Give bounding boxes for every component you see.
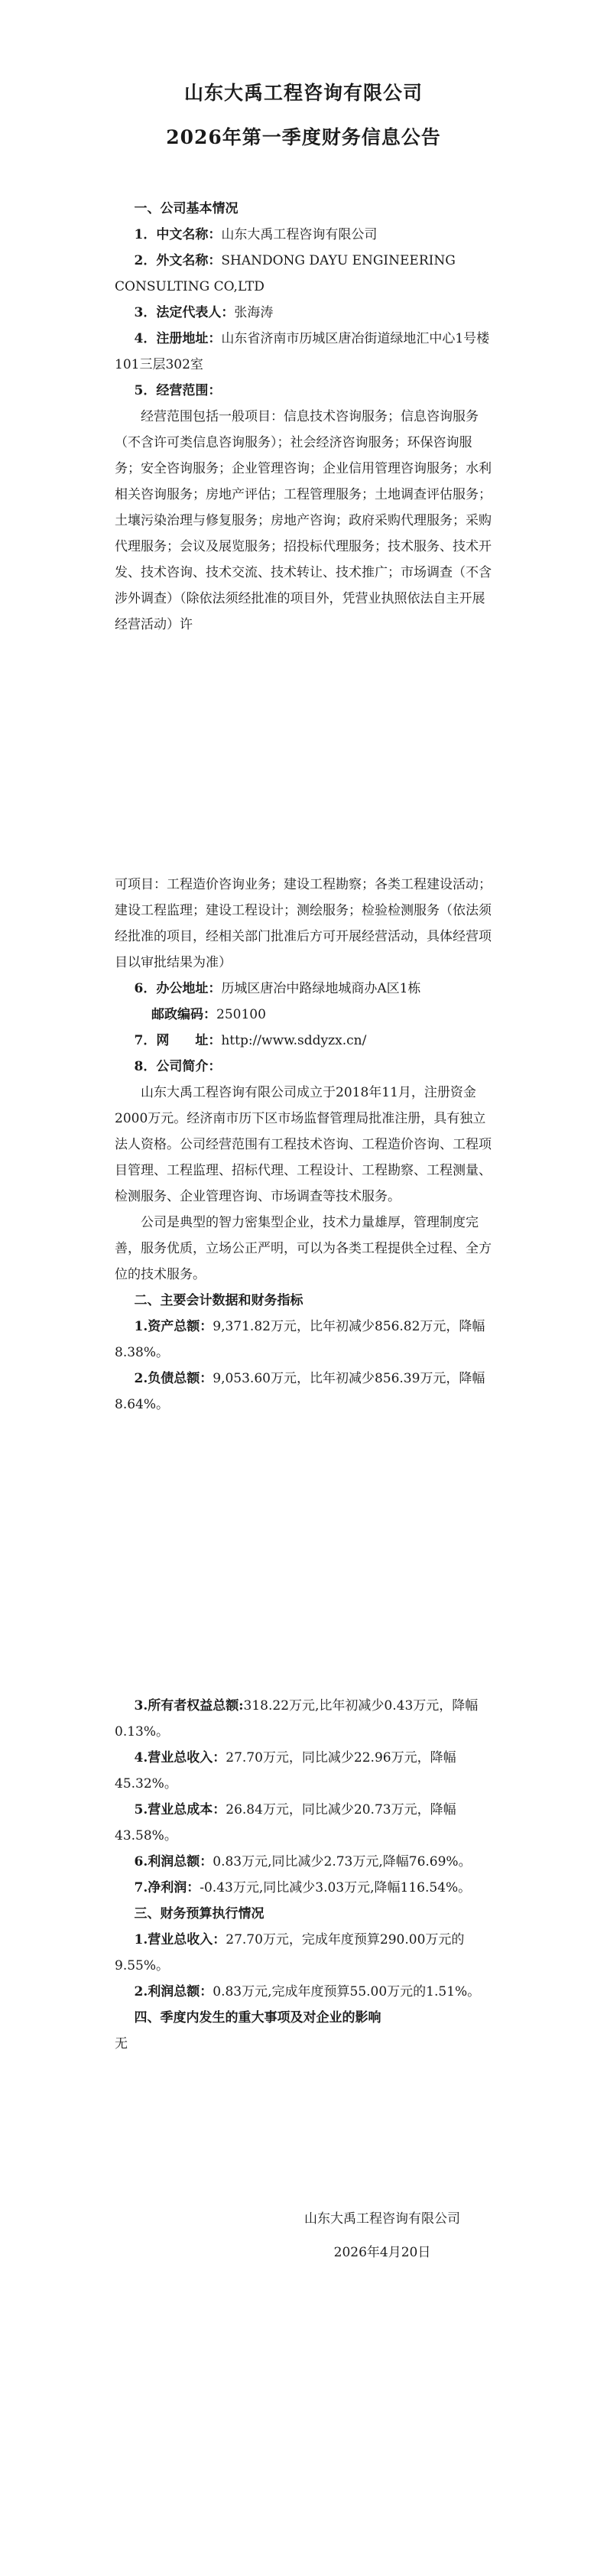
company-intro-text-1: 山东大禹工程咨询有限公司成立于2018年11月，注册资金2000万元。经济南市历下区市场监督管理局批准注册，具有独立法人资格。公司经营范围有工程技术咨询、工程造价咨询、工程项目管理、工程监理、招标代理、工程设计、工程勘察、工程测量、检测服务、企业管理咨询、市场调查等技术服务。	[115, 1085, 492, 1204]
budget-profit-row: 2.利润总额：0.83万元,完成年度预算55.00万元的1.51%。	[134, 1984, 481, 1999]
business-scope-label: 5．经营范围：	[134, 383, 222, 398]
report-title: 2026年第一季度财务信息公告	[166, 126, 441, 148]
section-heading: 三、财务预算执行情况	[134, 1906, 265, 1921]
major-events-content: 无	[115, 2036, 128, 2051]
budget-revenue-row: 1.营业总收入：27.70万元，完成年度预算290.00万元的9.55%。	[115, 1932, 465, 1973]
operating-cost-row: 5.营业总成本：26.84万元，同比减少20.73万元，降幅43.58%。	[115, 1802, 456, 1843]
company-intro-text-2: 公司是典型的智力密集型企业，技术力量雄厚，管理制度完善，服务优质，立场公正严明，可以为各类工程提供全过程、全方位的技术服务。	[115, 1215, 492, 1282]
english-name-row: 2．外文名称：SHANDONG DAYU ENGINEERING CONSULTING CO,LTD	[115, 253, 456, 294]
legal-rep-row: 3．法定代表人：张海涛	[134, 305, 274, 320]
business-scope-text-1: 经营范围包括一般项目：信息技术咨询服务；信息咨询服务（不含许可类信息咨询服务）；社会经济咨询服务；环保咨询服务；安全咨询服务；企业管理咨询；企业信用管理咨询服务；水利相关咨询服务；房地产评估；工程管理服务；土地调查评估服务；土壤污染治理与修复服务；房地产咨询；政府采购代理服务；采购代理服务；会议及展览服务；招投标代理服务；技术服务、技术开发、技术咨询、技术交流、技术转让、技术推广；市场调查（不含涉外调查）（除依法须经批准的项目外，凭营业执照依法自主开展经营活动）许	[115, 409, 492, 632]
signature-block	[283, 2206, 482, 2266]
net-profit-row: 7.净利润：-0.43万元,同比减少3.03万元,降幅116.54%。	[134, 1880, 472, 1895]
total-liabilities-row: 2.负债总额：9,053.60万元，比年初减少856.39万元，降幅8.64%。	[115, 1371, 485, 1412]
section-basic-info	[115, 196, 494, 638]
company-intro-label: 8．公司简介：	[134, 1059, 222, 1074]
postcode-row: 邮政编码：250100	[151, 1007, 266, 1022]
business-scope-text-2: 可项目：工程造价咨询业务；建设工程勘察；各类工程建设活动；建设工程监理；建设工程设计；测绘服务；检验检测服务（依法须经批准的项目，经相关部门批准后方可开展经营活动，具体经营项目以审批结果为准）	[115, 877, 492, 970]
signature-date: 2026年4月20日	[333, 2245, 431, 2260]
owner-equity-row: 3.所有者权益总额:318.22万元,比年初减少0.43万元，降幅0.13%。	[115, 1698, 479, 1740]
office-address-row: 6．办公地址：历城区唐冶中路绿地城商办A区1栋	[134, 981, 421, 996]
registered-address-row: 4．注册地址：山东省济南市历城区唐冶街道绿地汇中心1号楼101三层302室	[115, 331, 490, 372]
section-heading: 四、季度内发生的重大事项及对企业的影响	[134, 2010, 381, 2025]
total-assets-row: 1.资产总额：9,371.82万元，比年初减少856.82万元，降幅8.38%。	[115, 1319, 485, 1360]
website-row: 7．网 址：http://www.sddyzx.cn/	[134, 1033, 367, 1048]
company-title: 山东大禹工程咨询有限公司	[183, 82, 423, 104]
section-heading: 一、公司基本情况	[134, 201, 239, 216]
section-basic-info-continued	[115, 872, 494, 1418]
signature-company: 山东大禹工程咨询有限公司	[304, 2211, 460, 2227]
operating-revenue-row: 4.营业总收入：27.70万元，同比减少22.96万元，降幅45.32%。	[115, 1750, 456, 1792]
chinese-name-row: 1．中文名称：山东大禹工程咨询有限公司	[134, 227, 378, 242]
total-profit-row: 6.利润总额：0.83万元,同比减少2.73万元,降幅76.69%。	[134, 1854, 472, 1869]
section-financials-continued	[115, 1693, 494, 2057]
section-heading: 二、主要会计数据和财务指标	[134, 1293, 304, 1308]
